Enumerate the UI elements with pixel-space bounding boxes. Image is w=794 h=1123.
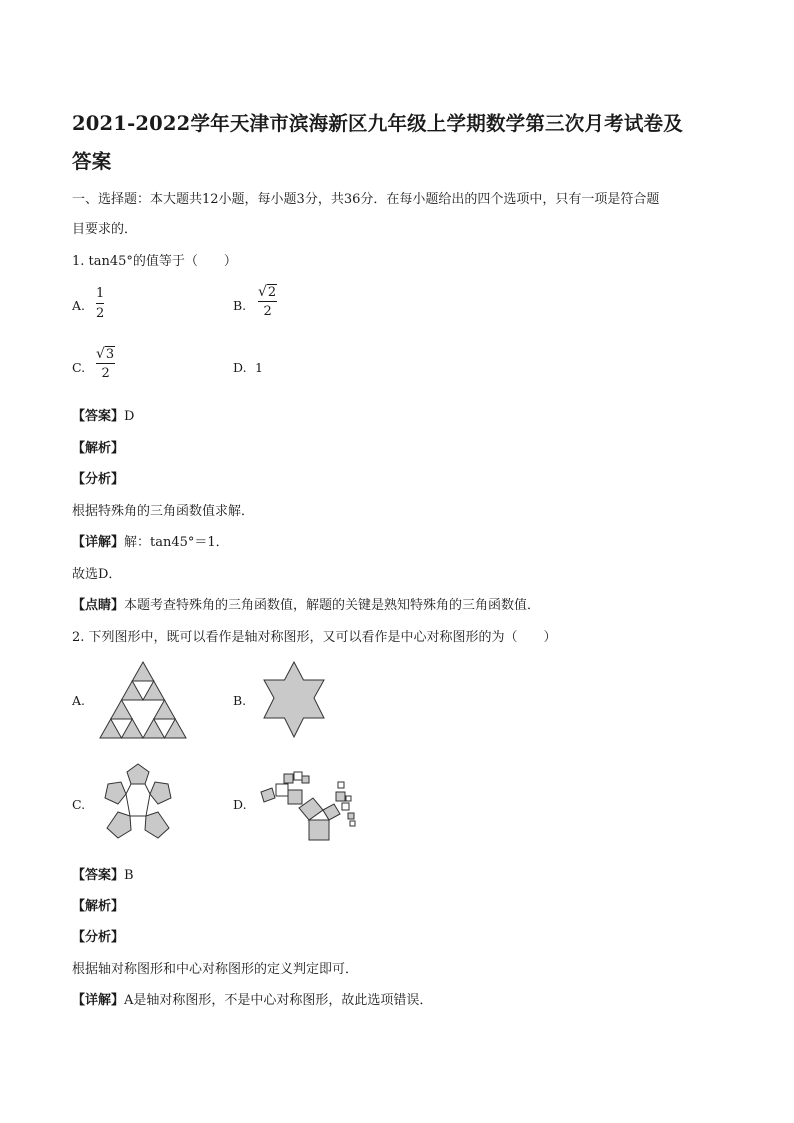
q1-option-a-denominator: 2 <box>96 306 105 321</box>
q1-option-b-label: B. <box>233 298 247 313</box>
xiangjie-tag: 【详解】 <box>72 993 125 1008</box>
q1-option-b-denominator: 2 <box>263 304 272 319</box>
q1-fenxi-tag: 【分析】 <box>72 472 125 487</box>
pentagon-ring-figure <box>96 762 180 842</box>
q2-option-b-label: B. <box>233 693 247 708</box>
sqrt-expression <box>258 284 277 300</box>
q1-option-c-denominator: 2 <box>101 366 110 381</box>
hexagram-star-figure <box>258 660 330 740</box>
q1-option-d-label: D. <box>233 360 247 375</box>
q1-xiangjie-text: 解：tan45°＝1． <box>124 535 229 550</box>
sqrt-icon: √ <box>96 346 105 362</box>
pythagoras-tree-figure <box>256 770 360 844</box>
q1-option-a-label: A. <box>72 298 86 313</box>
q1-option-d-value: 1 <box>255 360 263 375</box>
q1-stem: 1. tan45°的值等于（ ） <box>72 254 237 269</box>
q2-answer-value: B <box>124 868 134 883</box>
q1-jiexi-tag: 【解析】 <box>72 441 125 456</box>
q1-dianjing-text: 本题考查特殊角的三角函数值，解题的关键是熟知特殊角的三角函数值． <box>124 598 541 613</box>
fraction-bar <box>258 301 277 302</box>
fraction-bar <box>96 363 115 364</box>
answer-tag: 【答案】 <box>72 409 125 424</box>
q2-xiangjie <box>72 989 432 1008</box>
sierpinski-triangle-figure <box>98 660 188 740</box>
q2-fenxi-tag: 【分析】 <box>72 930 125 945</box>
q2-jiexi-tag: 【解析】 <box>72 899 125 914</box>
q1-option-a-fraction <box>96 286 104 322</box>
q2-fenxi-text: 根据轴对称图形和中心对称图形的定义判定即可． <box>72 962 359 977</box>
q1-conclusion: 故选D． <box>72 567 122 582</box>
q1-option-c-radicand: 3 <box>105 347 115 362</box>
q1-answer-value: D <box>124 409 135 424</box>
q2-option-d-label: D. <box>233 797 247 812</box>
q1-option-c-label: C. <box>72 360 86 375</box>
dianjing-tag: 【点睛】 <box>72 598 125 613</box>
q2-answer <box>72 864 134 883</box>
q1-dianjing <box>72 594 540 613</box>
q1-option-c-fraction <box>96 346 115 382</box>
fraction-bar <box>96 303 104 304</box>
page-title-line2: 答案 <box>72 150 112 173</box>
sqrt-expression <box>96 346 115 362</box>
q2-stem: 2. 下列图形中，既可以看作是轴对称图形，又可以看作是中心对称图形的为（ ） <box>72 630 557 645</box>
q1-xiangjie <box>72 531 229 550</box>
q1-answer <box>72 405 134 424</box>
q1-fenxi-text: 根据特殊角的三角函数值求解． <box>72 504 255 519</box>
q2-xiangjie-text: A是轴对称图形，不是中心对称图形，故此选项错误． <box>124 993 433 1008</box>
xiangjie-tag: 【详解】 <box>72 535 125 550</box>
section-intro-2: 目要求的． <box>72 222 138 237</box>
q2-option-a-label: A. <box>72 693 86 708</box>
q2-option-c-label: C. <box>72 797 86 812</box>
section-intro-1: 一、选择题：本大题共12小题，每小题3分，共36分．在每小题给出的四个选项中，只有一项是符合题 <box>72 192 660 207</box>
page-title-line1: 2021-2022学年天津市滨海新区九年级上学期数学第三次月考试卷及 <box>72 112 683 135</box>
answer-tag: 【答案】 <box>72 868 125 883</box>
sqrt-icon: √ <box>258 284 267 300</box>
q1-option-b-radicand: 2 <box>267 285 277 300</box>
q1-option-b-fraction <box>258 284 277 320</box>
q1-option-a-numerator: 1 <box>96 286 105 301</box>
